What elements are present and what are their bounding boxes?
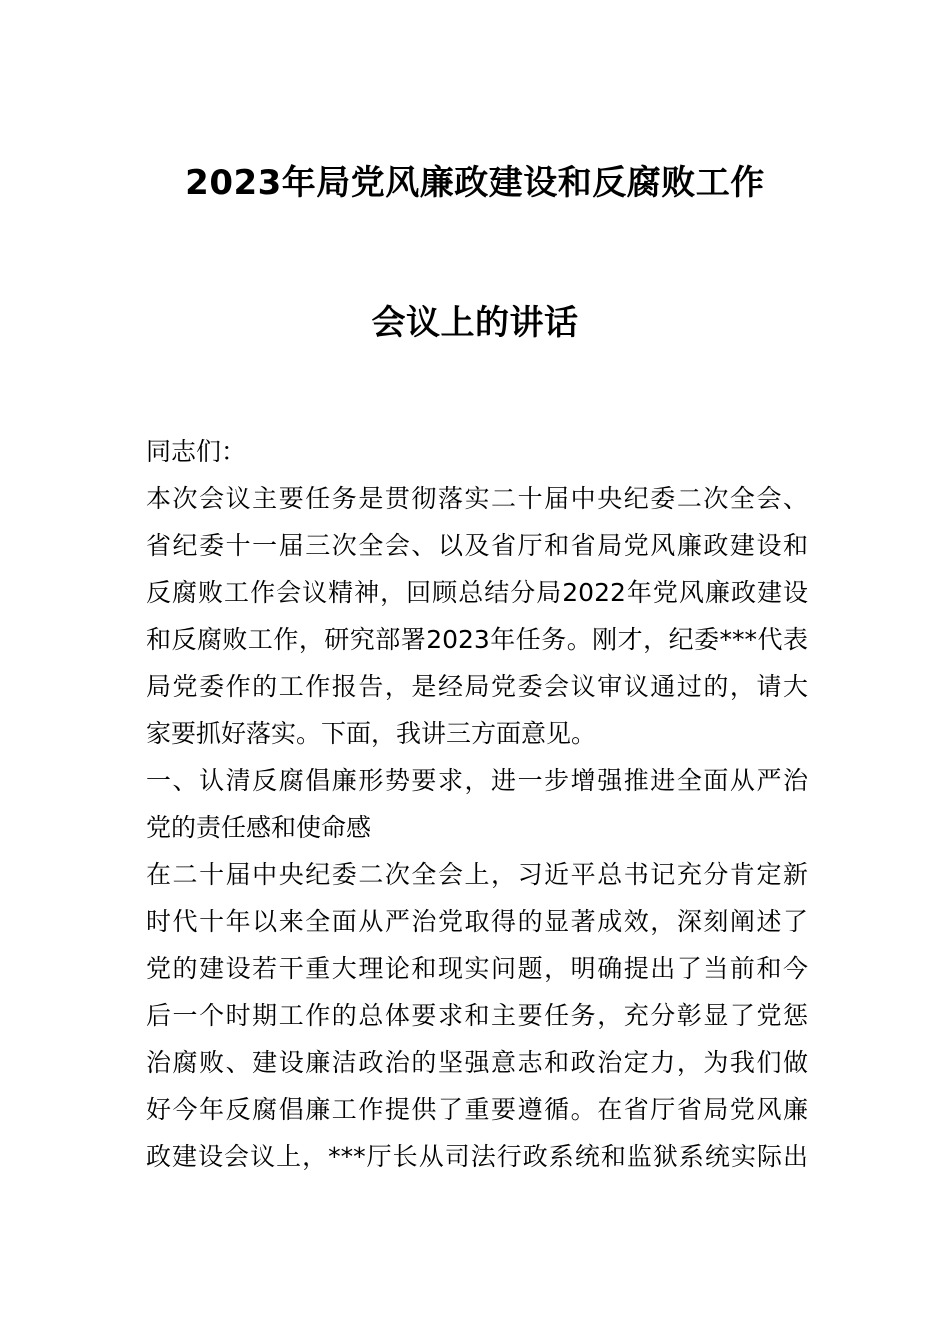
section-heading-1-line: 党的责任感和使命感: [146, 813, 372, 842]
paragraph-2-line: 好今年反腐倡廉工作提供了重要遵循。在省厅省局党风廉: [146, 1095, 808, 1124]
document-body: [146, 428, 808, 1180]
paragraph-2-line: 治腐败、建设廉洁政治的坚强意志和政治定力，为我们做: [146, 1048, 808, 1077]
paragraph-1-line: 省纪委十一届三次全会、以及省厅和省局党风廉政建设和: [146, 531, 808, 560]
document-title-line-2: 会议上的讲话: [371, 303, 579, 343]
paragraph-1-line: 局党委作的工作报告，是经局党委会议审议通过的，请大: [146, 672, 808, 701]
section-heading-1-line: 一、认清反腐倡廉形势要求，进一步增强推进全面从严治: [146, 766, 808, 795]
paragraph-2-line: 政建设会议上，***厅长从司法行政系统和监狱系统实际出: [146, 1142, 808, 1171]
paragraph-2-line: 党的建设若干重大理论和现实问题，明确提出了当前和今: [146, 954, 808, 983]
paragraph-1-line: 本次会议主要任务是贯彻落实二十届中央纪委二次全会、: [146, 484, 808, 513]
paragraph-2-line: 在二十届中央纪委二次全会上，习近平总书记充分肯定新: [146, 860, 808, 889]
paragraph-1-line: 反腐败工作会议精神，回顾总结分局2022年党风廉政建设: [146, 578, 808, 607]
paragraph-2-line: 时代十年以来全面从严治党取得的显著成效，深刻阐述了: [146, 907, 808, 936]
paragraph-1-line: 家要抓好落实。下面，我讲三方面意见。: [146, 719, 597, 748]
salutation: 同志们：: [146, 437, 247, 466]
document-title-line-1: 2023年局党风廉政建设和反腐败工作: [185, 163, 765, 203]
paragraph-2-line: 后一个时期工作的总体要求和主要任务，充分彰显了党惩: [146, 1001, 808, 1030]
paragraph-1-line: 和反腐败工作，研究部署2023年任务。刚才，纪委***代表: [146, 625, 808, 654]
